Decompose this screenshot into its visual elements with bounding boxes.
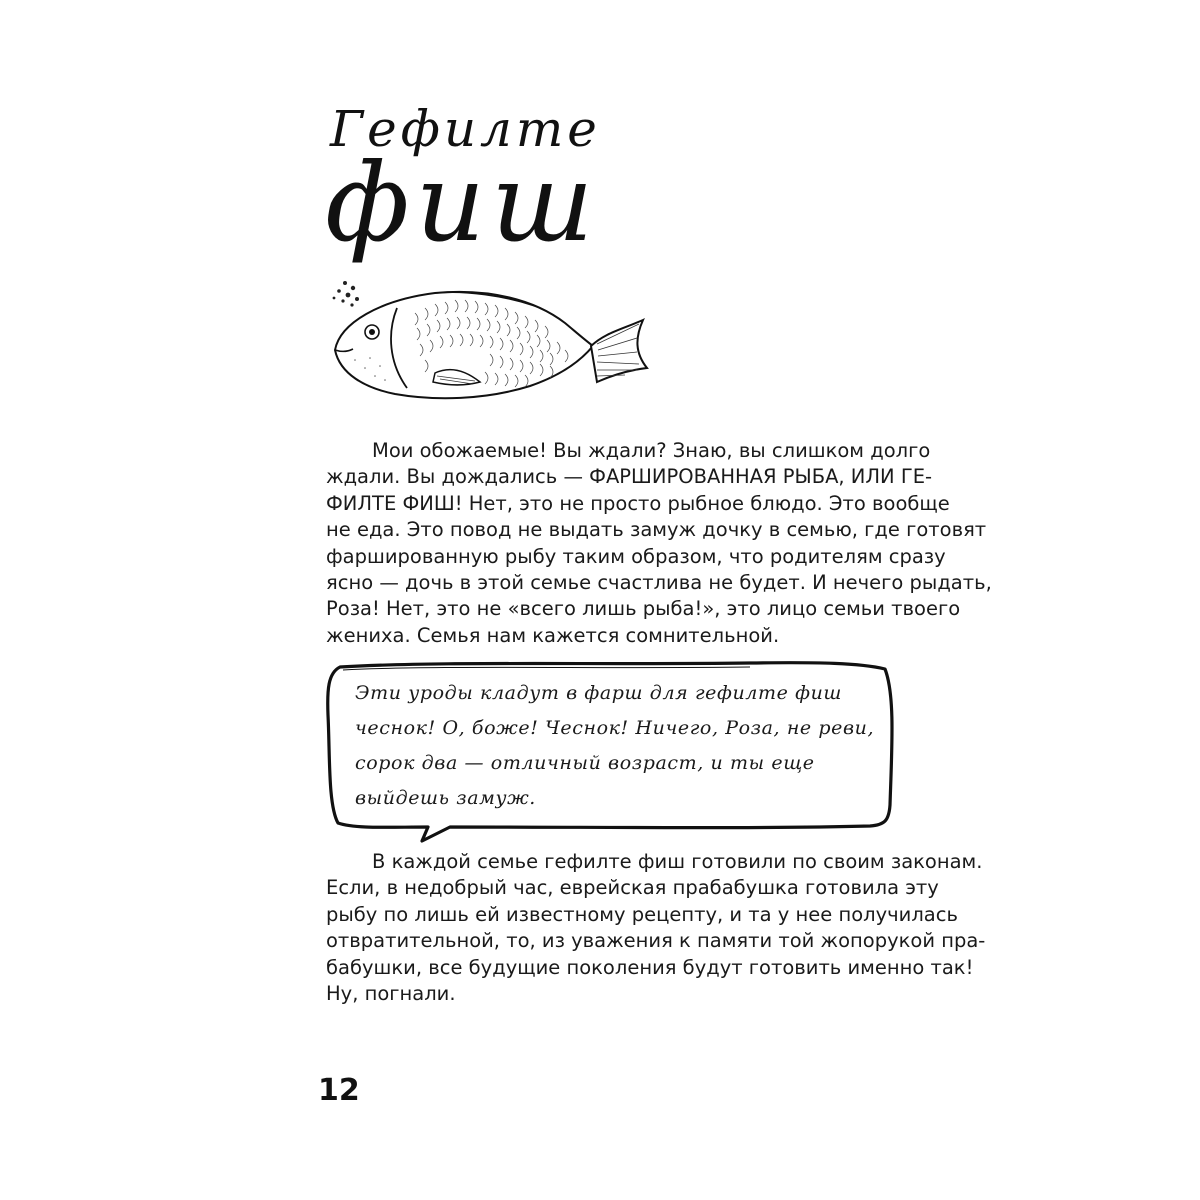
page-title-line-1: Гефилте [330,100,601,158]
paragraph-line: ясно — дочь в этой семье счастлива не будет. И нечего рыдать, [326,571,992,595]
bubble-line: Эти уроды кладут в фарш для гефилте фиш [355,682,843,704]
bubble-line: чеснок! О, боже! Чеснок! Ничего, Роза, не реви, [355,717,875,739]
paragraph-line: жениха. Семья нам кажется сомнительной. [326,623,780,647]
paragraph-line: рыбу по лишь ей известному рецепту, и та у нее получилась [326,902,958,926]
paragraph-line: не еда. Это повод не выдать замуж дочку в семью, где готовят [326,518,987,542]
intro-paragraph [326,438,992,649]
paragraph-line: Если, в недобрый час, еврейская прабабушка готовила эту [326,876,939,900]
paragraph-line: ФИЛТЕ ФИШ! Нет, это не просто рыбное блюдо. Это вообще [326,491,950,515]
paragraph-line: Ну, погнали. [326,982,456,1006]
bubble-line: сорок два — отличный возраст, и ты еще [355,752,815,774]
paragraph-line: Мои обожаемые! Вы ждали? Знаю, вы слишком долго [372,439,931,462]
bubble-line: выйдешь замуж. [355,787,536,809]
paragraph-line: ждали. Вы дождались — ФАРШИРОВАННАЯ РЫБА, ИЛИ ГЕ- [326,465,933,489]
bubbles-decoration [333,281,359,307]
tradition-paragraph [326,849,986,1007]
paragraph-line: В каждой семье гефилте фиш готовили по своим законам. [372,850,983,873]
paragraph-line: бабушки, все будущие поколения будут готовить именно так! [326,955,974,979]
fish-drawing-icon [325,278,650,403]
paragraph-line: отвратительной, то, из уважения к памяти той жопорукой пра- [326,929,986,953]
speech-bubble-text [355,676,875,816]
page-title-line-2: фиш [325,141,600,266]
paragraph-line: фаршированную рыбу таким образом, что родителям сразу [326,544,946,568]
page-number: 12 [318,1073,360,1108]
paragraph-line: Роза! Нет, это не «всего лишь рыба!», это лицо семьи твоего [326,597,961,621]
